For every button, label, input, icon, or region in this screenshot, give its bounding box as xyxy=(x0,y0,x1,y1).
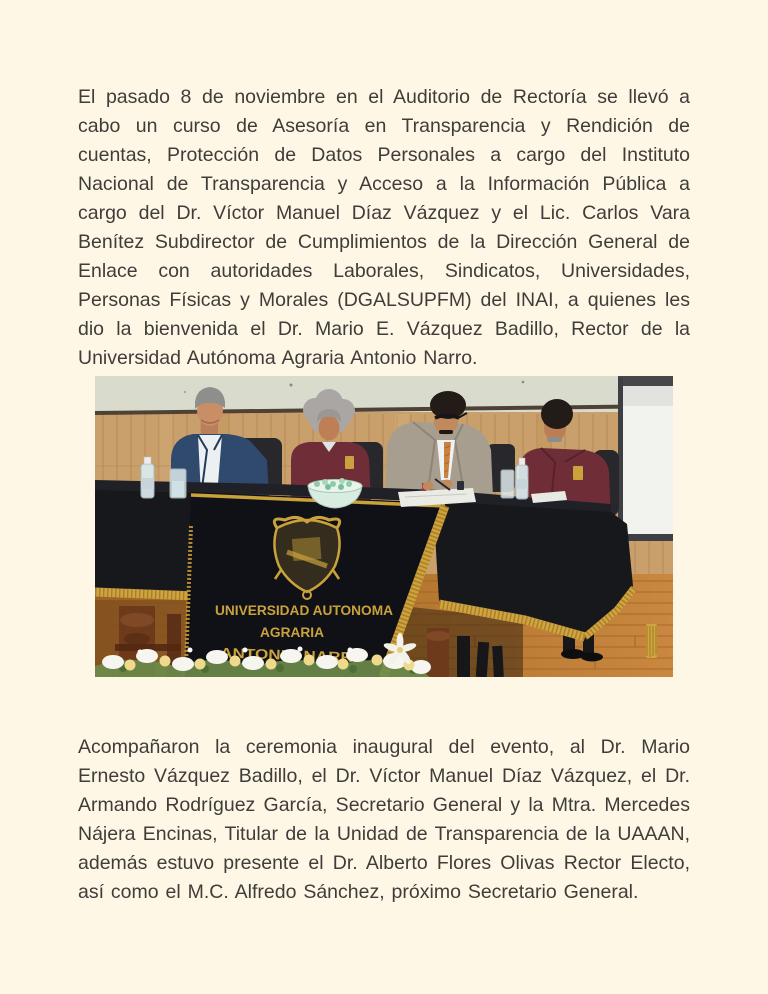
event-photo xyxy=(95,376,673,677)
water-glass-right xyxy=(501,470,514,498)
water-glass-left xyxy=(170,469,186,498)
banner-text-line-2: AGRARIA xyxy=(260,625,325,640)
article-body xyxy=(78,0,690,907)
banner-text-line-3: ANTONIO NARRO xyxy=(219,644,340,665)
table-skirt-left xyxy=(95,490,195,598)
event-photo-scene xyxy=(95,376,673,677)
paragraph-attendees: Acompañaron la ceremonia inaugural del evento, al Dr. Mario Ernesto Vázquez Badillo, el Dr. Víctor Manuel Díaz Vázquez, el Dr. Armando Rodríguez García, Secretario General y la Mtra. Mercedes Nájera Encinas, Titular de la Unidad de Transparencia de la UAAAN, además estuvo presente el Dr. Alberto Flores Olivas Rector Electo, así como el M.C. Alfredo Sánchez, próximo Secretario General. xyxy=(78,736,690,903)
projector-screen xyxy=(618,376,673,541)
banner-text-line-1: UNIVERSIDAD AUTONOMA xyxy=(215,603,394,618)
paragraph-intro: El pasado 8 de noviembre en el Auditorio de Rectoría se llevó a cabo un curso de Asesoría en Transparencia y Rendición de cuentas, Protección de Datos Personales a cargo del Instituto Nacional de Transparencia y Acceso a la Información Pública a cargo del Dr. Víctor Manuel Díaz Vázquez y el Lic. Carlos Vara Benítez Subdirector de Cumplimientos de la Dirección General de Enlace con autoridades Laborales, Sindicatos, Universidades, Personas Físicas y Morales (DGALSUPFM) del INAI, a quienes les dio la bienvenida el Dr. Mario E. Vázquez Badillo, Rector de la Universidad Autónoma Agraria Antonio Narro. xyxy=(78,86,690,369)
